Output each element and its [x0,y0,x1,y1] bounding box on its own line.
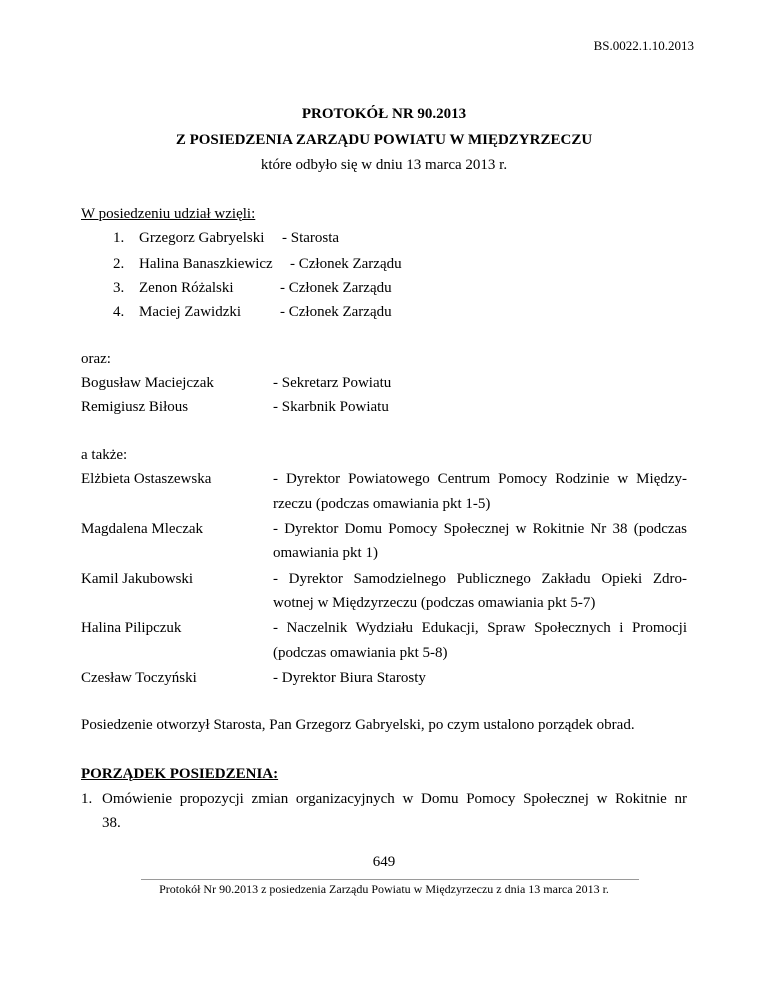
document-subtitle: Z POSIEDZENIA ZARZĄDU POWIATU W MIĘDZYRZECZU [175,132,593,148]
participant-role: - Starosta [282,230,340,246]
guest-role-continued: omawiania pkt 1) [273,545,378,561]
guest-role-continued: rzeczu (podczas omawiania pkt 1-5) [273,496,491,512]
attendee-name: Bogusław Maciejczak [81,375,214,391]
guest-role-continued: (podczas omawiania pkt 5-8) [273,645,448,661]
guest-name: Elżbieta Ostaszewska [81,471,212,487]
attendee-role: - Skarbnik Powiatu [273,399,389,415]
attendee-role: - Sekretarz Powiatu [273,375,392,391]
document-reference: BS.0022.1.10.2013 [593,38,694,53]
participant-name: Halina Banaszkiewicz [139,256,273,272]
participant-number: 3. [113,280,125,296]
participant-number: 1. [113,230,125,246]
guest-name: Kamil Jakubowski [81,571,194,587]
agenda-heading: PORZĄDEK POSIEDZENIA: [81,766,279,782]
guest-role: - Dyrektor Powiatowego Centrum Pomocy Rodzinie w Między- [273,471,687,487]
footer-divider [141,879,639,880]
participant-role: - Członek Zarządu [290,256,402,272]
agenda-item-number: 1. [81,791,93,807]
guest-role: - Dyrektor Biura Starosty [273,670,426,686]
participant-role: - Członek Zarządu [280,304,392,320]
guest-role: - Dyrektor Domu Pomocy Społecznej w Rokitnie Nr 38 (podczas [273,521,687,537]
meeting-date-line: które odbyło się w dniu 13 marca 2013 r. [260,157,508,173]
participant-name: Grzegorz Gabryelski [139,230,265,246]
guest-role: - Dyrektor Samodzielnego Publicznego Zakładu Opieki Zdro- [273,571,687,587]
document-title: PROTOKÓŁ NR 90.2013 [301,106,467,122]
attendee-name: Remigiusz Biłous [81,399,189,415]
guest-role: - Naczelnik Wydziału Edukacji, Spraw Społecznych i Promocji [273,620,687,636]
participant-role: - Członek Zarządu [280,280,392,296]
participant-name: Zenon Różalski [139,280,234,296]
opening-paragraph: Posiedzenie otworzył Starosta, Pan Grzegorz Gabryelski, po czym ustalono porządek obrad. [81,717,635,733]
participant-number: 4. [113,304,125,320]
guest-role-continued: wotnej w Międzyrzeczu (podczas omawiania pkt 5-7) [273,595,596,611]
guests-heading: a także: [81,447,128,463]
participant-number: 2. [113,256,125,272]
participants-heading: W posiedzeniu udział wzięli: [81,206,256,222]
page-number: 649 [372,854,396,870]
guest-name: Magdalena Mleczak [81,521,204,537]
also-heading: oraz: [81,351,111,367]
participant-name: Maciej Zawidzki [139,304,242,320]
agenda-item-text: Omówienie propozycji zmian organizacyjnych w Domu Pomocy Społecznej w Rokitnie nr [102,791,687,807]
guest-name: Czesław Toczyński [81,670,197,686]
page-footer: Protokół Nr 90.2013 z posiedzenia Zarządu Powiatu w Międzyrzeczu z dnia 13 marca 2013 r. [159,882,609,896]
guest-name: Halina Pilipczuk [81,620,182,636]
agenda-item-text-continued: 38. [102,815,121,831]
